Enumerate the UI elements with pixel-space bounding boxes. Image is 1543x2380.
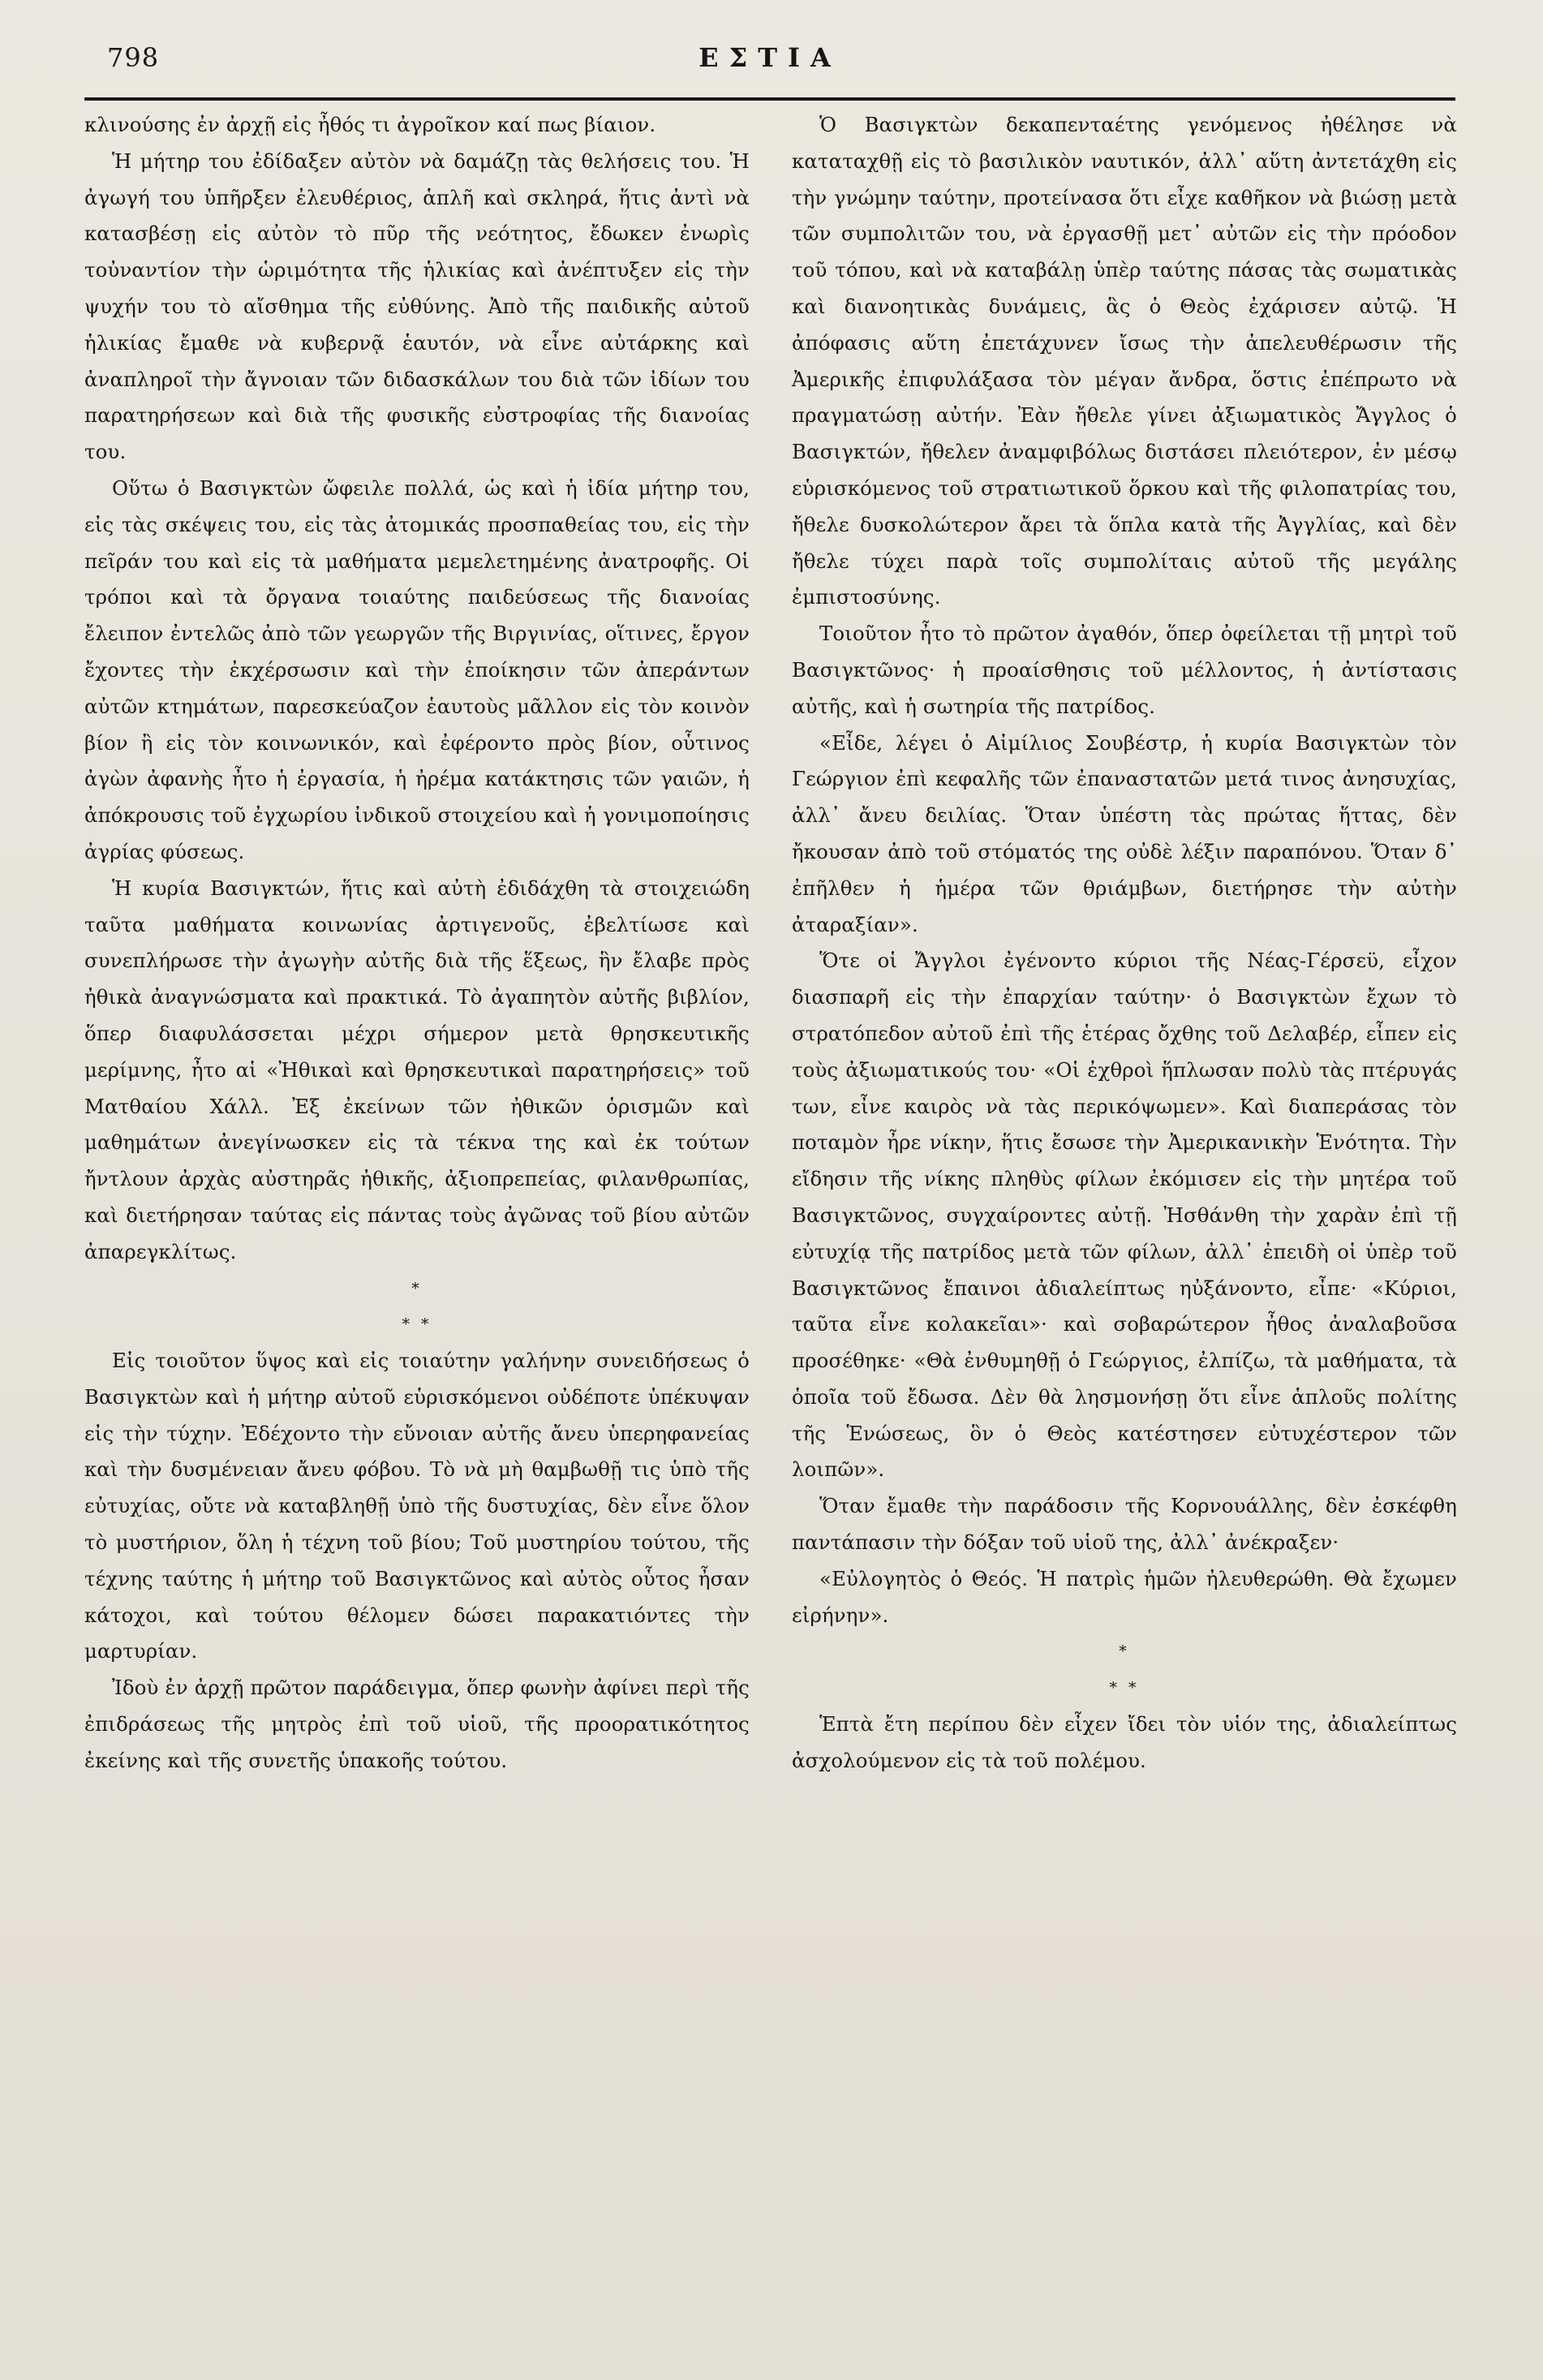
section-divider: * * * [402,1279,432,1334]
two-column-text [84,107,1455,1780]
paragraph: Ὅταν ἔμαθε τὴν παράδοσιν τῆς Κορνουάλλης, δὲν ἐσκέφθη παντάπασιν τὴν δόξαν τοῦ υἱοῦ της, ἀλλ᾽ ἀνέκραξεν· [792,1494,1457,1555]
page-header [84,36,1455,88]
right-column [792,107,1457,1780]
header-divider [84,97,1455,101]
paragraph: Οὕτω ὁ Βασιγκτὼν ὤφειλε πολλά, ὡς καὶ ἡ ἰδία μήτηρ του, εἰς τὰς σκέψεις του, εἰς τὰς ἀτομικάς προσπαθείας του, εἰς τὴν πεῖράν του καὶ εἰς τὰ μαθήματα μεμελετημένης ἀνατροφῆς. Οἱ τρόποι καὶ τὰ ὄργανα τοιαύτης παιδεύσεως τῆς διανοίας ἔλειπον ἐντελῶς ἀπὸ τῶν γεωργῶν τῆς Βιργινίας, οἵτινες, ἔργον ἔχοντες τὴν ἐκχέρσωσιν καὶ τὴν ἐποίκησιν τῶν ἀπεράντων αὐτῶν κτημάτων, παρεσκεύαζον ἑαυτοὺς μᾶλλον εἰς τὸν κοινὸν βίον ἢ εἰς τὸν κοινωνικόν, καὶ ἐφέροντο πρὸς βίον, οὗτινος ἀγὼν ἀφανὴς ἦτο ἡ ἐργασία, ἡ ἠρέμα κατάκτησις τῶν γαιῶν, ἡ ἀπόκρουσις τοῦ ἐγχωρίου ἰνδικοῦ στοιχείου καὶ ἡ γονιμοποίησις ἀγρίας φύσεως. [84,476,750,863]
paragraph: Ὅτε οἱ Ἄγγλοι ἐγένοντο κύριοι τῆς Νέας-Γέρσεϋ, εἶχον διασπαρῆ εἰς τὴν ἐπαρχίαν ταύτην· ὁ Βασιγκτὼν ἔχων τὸ στρατόπεδον αὐτοῦ ἐπὶ τῆς ἑτέρας ὄχθης τοῦ Δελαβέρ, εἶπεν εἰς τοὺς ἀξιωματικούς του· «Οἱ ἐχθροὶ ἥπλωσαν πολὺ τὰς πτέρυγάς των, εἶνε καιρὸς νὰ τὰς περικόψωμεν». Καὶ διαπεράσας τὸν ποταμὸν ἦρε νίκην, ἥτις ἔσωσε τὴν Ἀμερικανικὴν Ἑνότητα. Τὴν εἴδησιν τῆς νίκης πληθὺς φίλων ἐκόμισεν εἰς τὴν μητέρα τοῦ Βασιγκτῶνος, συγχαίροντες αὐτῇ. Ἠσθάνθη τὴν χαρὰν ἐπὶ τῇ εὐτυχίᾳ τῆς πατρίδος μετὰ τῶν φίλων, ἀλλ᾽ ἐπειδὴ οἱ ὑπὲρ τοῦ Βασιγκτῶνος ἔπαινοι ἀδιαλείπτως ηὐξάνοντο, εἶπε· «Κύριοι, ταῦτα εἶνε κολακεῖαι»· καὶ σοβαρώτερον ἦθος ἀναλαβοῦσα προσέθηκε· «Θὰ ἐνθυμηθῇ ὁ Γεώργιος, ἐλπίζω, τὰ μαθήματα, τὰ ὁποῖα τοῦ ἔδωσα. Δὲν θὰ λησμονήσῃ ὅτι εἶνε ἁπλοῦς πολίτης τῆς Ἑνώσεως, ὃν ὁ Θεὸς κατέστησεν εὐτυχέστερον τῶν λοιπῶν». [792,949,1457,1482]
paragraph: Ἰδοὺ ἐν ἀρχῇ πρῶτον παράδειγμα, ὅπερ φωνὴν ἀφίνει περὶ τῆς ἐπιδράσεως τῆς μητρὸς ἐπὶ τοῦ υἱοῦ, τῆς προορατικότητος ἐκείνης καὶ τῆς συνετῆς ὑπακοῆς τούτου. [84,1676,750,1772]
journal-title: ΕΣΤΙΑ [698,42,841,73]
paragraph: Ὁ Βασιγκτὼν δεκαπενταέτης γενόμενος ἠθέλησε νὰ καταταχθῇ εἰς τὸ βασιλικὸν ναυτικόν, ἀλλ᾽ αὕτη ἀντετάχθη εἰς τὴν γνώμην ταύτην, προτείνασα ὅτι εἶχε καθῆκον νὰ βιώσῃ μετὰ τῶν συμπολιτῶν του, νὰ ἐργασθῇ μετ᾽ αὐτῶν εἰς τὴν πρόοδον τοῦ τόπου, καὶ νὰ καταβάλῃ ὑπὲρ ταύτης πάσας τὰς σωματικὰς καὶ διανοητικὰς δυνάμεις, ἃς ὁ Θεὸς ἐχάρισεν αὐτῷ. Ἡ ἀπόφασις αὕτη ἐπετάχυνεν ἴσως τὴν ἀπελευθέρωσιν τῆς Ἀμερικῆς ἐπιφυλάξασα τὸν μέγαν ἄνδρα, ὅστις ἐπέπρωτο νὰ πραγματώσῃ αὐτήν. Ἐὰν ἤθελε γίνει ἀξιωματικὸς Ἄγγλος ὁ Βασιγκτών, ἤθελεν ἀναμφιβόλως διστάσει πλειότερον, ἐν μέσῳ εὑρισκόμενος τοῦ στρατιωτικοῦ ὅρκου καὶ τῆς φιλοπατρίας του, ἤθελε δυσκολώτερον ἄρει τὰ ὅπλα κατὰ τῆς Ἀγγλίας, καὶ δὲν ἤθελε τύχει παρὰ τοῖς συμπολίταις αὐτοῦ τῆς μεγάλης ἐμπιστοσύνης. [792,113,1457,609]
paragraph: «Εἶδε, λέγει ὁ Αἰμίλιος Σουβέστρ, ἡ κυρία Βασιγκτὼν τὸν Γεώργιον ἐπὶ κεφαλῆς τῶν ἐπαναστατῶν μετά τινος ἀνησυχίας, ἀλλ᾽ ἄνευ δειλίας. Ὅταν ὑπέστη τὰς πρώτας ἥττας, δὲν ἤκουσαν ἀπὸ τοῦ στόματός της οὐδὲ λέξιν παραπόνου. Ὅταν δ᾽ ἐπῆλθεν ἡ ἡμέρα τῶν θριάμβων, διετήρησε τὴν αὐτὴν ἀταραξίαν». [792,730,1457,936]
paragraph: κλινούσης ἐν ἀρχῇ εἰς ἦθός τι ἀγροῖκον καί πως βίαιον. [84,113,656,136]
left-column [84,107,750,1780]
section-divider: * * * [1109,1642,1140,1698]
paragraph: Ἡ μήτηρ του ἐδίδαξεν αὐτὸν νὰ δαμάζῃ τὰς θελήσεις του. Ἡ ἀγωγή του ὑπῆρξεν ἐλευθέριος, ἁπλῆ καὶ σκληρά, ἥτις ἀντὶ νὰ κατασβέσῃ εἰς αὐτὸν τὸ πῦρ τῆς νεότητος, ἔδωκεν ἐνωρὶς τοὐναντίον τὴν ὡριμότητα τῆς ἡλικίας καὶ ἀνέπτυξεν εἰς τὴν ψυχήν του τὸ αἴσθημα τῆς εὐθύνης. Ἀπὸ τῆς παιδικῆς αὐτοῦ ἡλικίας ἔμαθε νὰ κυβερνᾷ ἑαυτόν, νὰ εἶνε αὐτάρκης καὶ ἀναπληροῖ τὴν ἄγνοιαν τῶν διδασκάλων του διὰ τῶν ἰδίων του παρατηρήσεων καὶ διὰ τῆς φυσικῆς εὐστροφίας τῆς διανοίας του. [84,148,750,464]
paragraph: Ἡ κυρία Βασιγκτών, ἥτις καὶ αὐτὴ ἐδιδάχθη τὰ στοιχειώδη ταῦτα μαθήματα κοινωνίας ἀρτιγενοῦς, ἐβελτίωσε καὶ συνεπλήρωσε τὴν ἀγωγὴν αὐτῆς διὰ τῆς ἕξεως, ἣν ἔλαβε πρὸς ἠθικὰ ἀναγνώσματα καὶ πρακτικά. Τὸ ἀγαπητὸν αὐτῆς βιβλίον, ὅπερ διαφυλάσσεται μέχρι σήμερον μετὰ θρησκευτικῆς μερίμνης, ἦτο αἱ «Ἠθικαὶ καὶ θρησκευτικαὶ παρατηρήσεις» τοῦ Ματθαίου Χάλλ. Ἐξ ἐκείνων τῶν ἠθικῶν ὁρισμῶν καὶ μαθημάτων ἀνεγίνωσκεν εἰς τὰ τέκνα της καὶ ἐκ τούτων ἤντλουν ἀρχὰς αὐστηρᾶς ἠθικῆς, ἀξιοπρεπείας, φιλανθρωπίας, καὶ διετήρησαν ταύτας εἰς πάντας τοὺς ἀγῶνας τοῦ βίου αὐτῶν ἀπαρεγκλίτως. [84,876,750,1263]
page-number: 798 [107,42,160,73]
paragraph: Τοιοῦτον ἦτο τὸ πρῶτον ἀγαθόν, ὅπερ ὀφείλεται τῇ μητρὶ τοῦ Βασιγκτῶνος· ἡ προαίσθησις τοῦ μέλλοντος, ἡ ἀντίστασις αὐτῆς, καὶ ἡ σωτηρία τῆς πατρίδος. [792,622,1457,718]
paragraph: «Εὐλογητὸς ὁ Θεός. Ἡ πατρὶς ἡμῶν ἠλευθερώθη. Θὰ ἔχωμεν εἰρήνην». [792,1566,1457,1627]
paragraph: Εἰς τοιοῦτον ὕψος καὶ εἰς τοιαύτην γαλήνην συνειδήσεως ὁ Βασιγκτὼν καὶ ἡ μήτηρ αὐτοῦ εὑρισκόμενοι οὐδέποτε ὑπέκυψαν εἰς τὴν τύχην. Ἐδέχοντο τὴν εὔνοιαν αὐτῆς ἄνευ ὑπερηφανείας καὶ τὴν δυσμένειαν ἄνευ φόβου. Τὸ νὰ μὴ θαμβωθῇ τις ὑπὸ τῆς εὐτυχίας, οὔτε νὰ καταβληθῇ ὑπὸ τῆς δυστυχίας, δὲν εἶνε ὅλον τὸ μυστήριον, ὅλη ἡ τέχνη τοῦ βίου; Τοῦ μυστηρίου τούτου, τῆς τέχνης ταύτης ἡ μήτηρ τοῦ Βασιγκτῶνος καὶ αὐτὸς οὗτος ἦσαν κάτοχοι, καὶ τούτου θέλομεν δώσει παρακατιόντες τὴν μαρτυρίαν. [84,1349,750,1663]
paragraph: Ἑπτὰ ἔτη περίπου δὲν εἶχεν ἴδει τὸν υἱόν της, ἀδιαλείπτως ἀσχολούμενον εἰς τὰ τοῦ πολέμου. [792,1712,1457,1772]
